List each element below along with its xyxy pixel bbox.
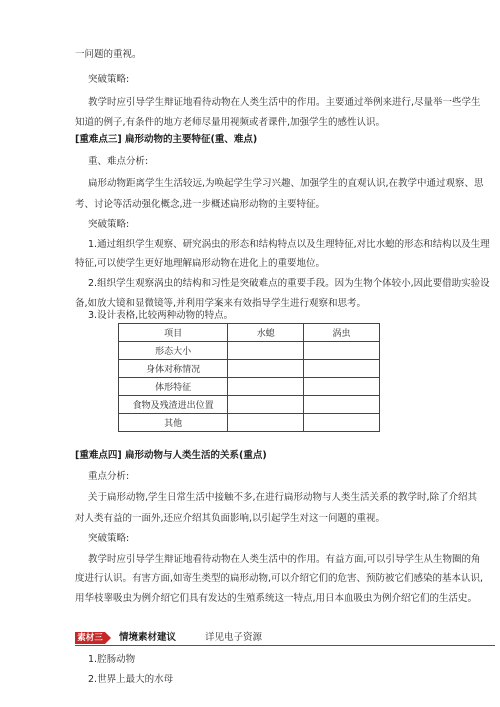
material-note: 详见电子资源	[205, 632, 263, 643]
table-cell	[304, 342, 380, 360]
text-line: 一问题的重视。	[75, 49, 142, 60]
table-header-cell: 项目	[119, 324, 228, 342]
table-header-row	[119, 324, 380, 342]
text-line: 备,如放大镜和显微镜等,并利用学案来有效指导学生进行观察和思考。	[75, 298, 367, 309]
table-cell	[304, 396, 380, 414]
text-line: 突破策略:	[88, 74, 130, 85]
text-line: 考、讨论等活动强化概念,进一步概述扁形动物的主要特征。	[75, 199, 326, 210]
list-item: 1.腔肠动物	[88, 654, 136, 665]
text-line: 突破策略:	[88, 533, 130, 544]
table-row-label: 食物及残渣进出位置	[119, 396, 228, 414]
section-heading-3: [重难点三] 扁形动物的主要特征(重、难点)	[75, 134, 258, 145]
text-line: 扁形动物距离学生生活较远,为唤起学生学习兴趣、加强学生的直观认识,在教学中通过观察、思	[88, 178, 484, 189]
table-row-label: 体形特征	[119, 378, 228, 396]
table-cell	[228, 360, 304, 378]
text-line: 1.通过组织学生观察、研究涡虫的形态和结构特点以及生理特征,对比水螅的形态和结构以及生理	[88, 239, 490, 250]
table-row-label: 其他	[119, 414, 228, 432]
list-item: 2.世界上最大的水母	[88, 674, 174, 685]
text-line: 度进行认识。有害方面,如寄生类型的扁形动物,可以介绍它们的危害、预防被它们感染的基本认识,	[75, 573, 484, 584]
table-cell	[304, 360, 380, 378]
text-line: 3.设计表格,比较两种动物的特点。	[88, 310, 234, 321]
text-line: 特征,可以使学生更好地理解扁形动物在进化上的重要地位。	[75, 258, 326, 269]
table-cell	[304, 378, 380, 396]
comparison-table	[118, 323, 380, 432]
table-row	[119, 342, 380, 360]
table-row-label: 身体对称情况	[119, 360, 228, 378]
table-row	[119, 414, 380, 432]
text-line: 重点分析:	[88, 471, 130, 482]
table-row	[119, 378, 380, 396]
divider	[75, 645, 495, 646]
table-cell	[228, 414, 304, 432]
table-cell	[228, 342, 304, 360]
material-title: 情境素材建议	[119, 632, 177, 643]
text-line: 关于扁形动物,学生日常生活中接触不多,在进行扁形动物与人类生活关系的教学时,除了介绍其	[88, 492, 478, 503]
text-line: 重、难点分析:	[88, 156, 149, 167]
section-heading-4: [重难点四] 扁形动物与人类生活的关系(重点)	[75, 450, 267, 461]
table-cell	[228, 396, 304, 414]
text-line: 教学时应引导学生辩证地看待动物在人类生活中的作用。有益方面,可以引导学生从生物圈的角	[88, 554, 481, 565]
text-line: 知道的例子,有条件的地方老师尽量用视频或者课件,加强学生的感性认识。	[75, 117, 386, 128]
table-row	[119, 396, 380, 414]
table-header-cell: 涡虫	[304, 324, 380, 342]
text-line: 教学时应引导学生辩证地看待动物在人类生活中的作用。主要通过举例来进行,尽量举一些学生	[88, 97, 481, 108]
table-row	[119, 360, 380, 378]
text-line: 突破策略:	[88, 219, 130, 230]
table-row-label: 形态大小	[119, 342, 228, 360]
material-tag: 素材三	[75, 632, 105, 644]
tag-arrow-icon	[105, 632, 111, 644]
table-header-cell: 水螅	[228, 324, 304, 342]
text-line: 用华枝睾吸虫为例介绍它们具有发达的生殖系统这一特点,用日本血吸虫为例介绍它们的生活史。	[75, 593, 478, 604]
text-line: 2.组织学生观察涡虫的结构和习性是突破难点的重要手段。因为生物个体较小,因此要借助实验设	[88, 278, 490, 289]
text-line: 对人类有益的一面外,还应介绍其负面影响,以引起学生对这一问题的重视。	[75, 513, 386, 524]
table-cell	[228, 378, 304, 396]
material-banner	[75, 631, 495, 645]
table-cell	[304, 414, 380, 432]
